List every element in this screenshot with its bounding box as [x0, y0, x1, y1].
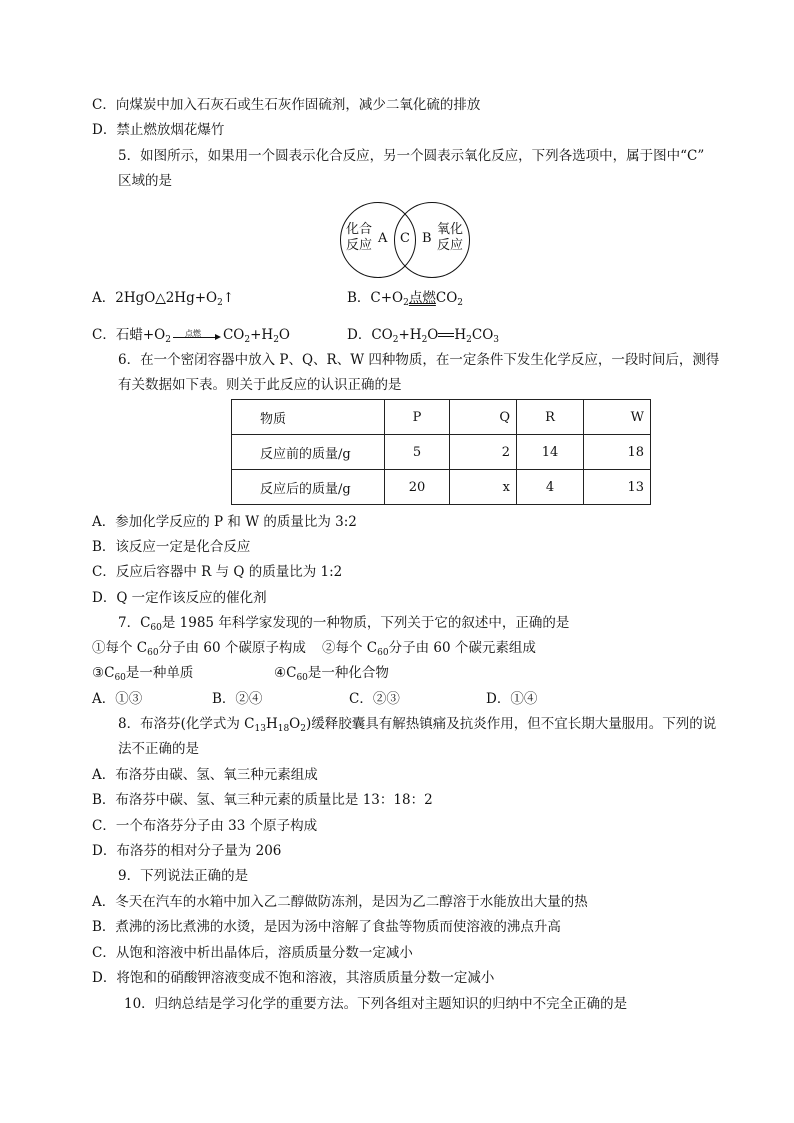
table-cell: 2	[450, 435, 517, 470]
q5-c-product-2: +H	[250, 327, 274, 343]
q9-option-d: D．将饱和的硝酸钾溶液变成不饱和溶液，其溶质质量分数一定减小	[92, 970, 495, 986]
q5-option-b	[347, 289, 463, 307]
q9-stem: 9．下列说法正确的是	[118, 868, 249, 884]
subscript: 3	[493, 335, 500, 345]
subscript: 18	[277, 724, 290, 734]
q6-stem: 6．在一个密闭容器中放入 P、Q、R、W 四种物质，在一定条件下发生化学反应，一段时间后，测得	[118, 352, 720, 368]
equals-sign-icon	[438, 331, 454, 339]
q7-s4-pre: ④C	[274, 665, 297, 681]
table-cell: 13	[584, 470, 651, 505]
q7-s2-post: 分子由 60 个碳元素组成	[388, 640, 536, 656]
q5-d-reactant-2: +H	[398, 327, 422, 343]
q5-option-c	[92, 326, 290, 344]
table-cell: 14	[517, 435, 584, 470]
gas-arrow-icon: ↑	[222, 290, 235, 306]
q7-option-d: D．①④	[486, 691, 538, 707]
table-header-cell: W	[584, 400, 651, 435]
q5-d-product-2: CO	[471, 327, 494, 343]
q7-statement-3	[92, 664, 193, 682]
subscript: 2	[217, 298, 223, 308]
q5-b-reactant: B．C+O	[347, 290, 404, 306]
venn-left-label-2: 反应	[346, 238, 373, 253]
q4-option-d: D．禁止燃放烟花爆竹	[92, 122, 225, 138]
table-row	[232, 435, 651, 470]
subscript: 2	[421, 335, 428, 345]
q7-s4-post: 是一种化合物	[307, 665, 389, 681]
q6-stem-cont: 有关数据如下表。则关于此反应的认识正确的是	[118, 377, 402, 393]
q6-option-c: C．反应后容器中 R 与 Q 的质量比为 1:2	[92, 564, 343, 580]
q7-s3-pre: ③C	[92, 665, 115, 681]
q8-option-b: B．布洛芬中碳、氢、氧三种元素的质量比是 13：18：2	[92, 792, 433, 808]
q8-option-a: A．布洛芬由碳、氢、氧三种元素组成	[92, 767, 318, 783]
subscript: 60	[147, 648, 159, 658]
q7-statement-4	[274, 664, 389, 682]
venn-region-c: C	[400, 231, 410, 246]
table-cell: 5	[385, 435, 450, 470]
q5-d-reactant: D．CO	[347, 327, 393, 343]
q5-d-reactant-2-end: O	[427, 327, 439, 343]
q5-a-reactant: A．2HgO	[92, 290, 156, 306]
q8-stem-post: )缓释胶囊具有解热镇痛及抗炎作用，但不宜长期大量服用。下列的说	[305, 716, 717, 732]
subscript: 2	[392, 335, 399, 345]
table-header-cell: 物质	[232, 400, 385, 435]
q7-statement-1	[92, 639, 306, 657]
venn-region-a: A	[378, 231, 388, 246]
table-cell: 4	[517, 470, 584, 505]
table-header-cell: R	[517, 400, 584, 435]
subscript: 2	[165, 335, 171, 345]
subscript: 60	[114, 673, 126, 683]
subscript: 60	[377, 648, 389, 658]
table-header-cell: Q	[450, 400, 517, 435]
table-cell: 18	[584, 435, 651, 470]
subscript: 2	[466, 335, 472, 345]
q5-d-product: H	[454, 327, 467, 343]
q8-formula-o: O	[289, 716, 301, 732]
q7-stem-post: 是 1985 年科学家发现的一种物质，下列关于它的叙述中，正确的是	[161, 615, 570, 631]
ignite-condition: 点燃	[408, 290, 436, 306]
q5-stem: 5．如图所示，如果用一个圆表示化合反应，另一个圆表示氧化反应，下列各选项中，属于图中“C”	[118, 148, 705, 164]
q5-c-product-2-end: O	[278, 327, 290, 343]
venn-right-label-1: 氧化	[437, 222, 464, 237]
venn-left-label-1: 化合	[346, 222, 373, 237]
q5-option-a	[92, 289, 234, 307]
q7-option-a: A．①③	[92, 691, 143, 707]
subscript: 2	[457, 298, 464, 308]
subscript: 2	[244, 335, 251, 345]
table-row	[232, 470, 651, 505]
q6-option-d: D．Q 一定作该反应的催化剂	[92, 590, 267, 606]
q7-s1-pre: ①每个 C	[92, 640, 148, 656]
q9-option-c: C．从饱和溶液中析出晶体后，溶质质量分数一定减小	[92, 945, 413, 961]
q5-b-product: CO	[435, 290, 458, 306]
q8-stem-cont: 法不正确的是	[118, 741, 199, 757]
table-cell: 20	[385, 470, 450, 505]
q6-option-a: A．参加化学反应的 P 和 W 的质量比为 3:2	[92, 514, 357, 530]
q6-option-b: B．该反应一定是化合反应	[92, 539, 251, 555]
q5-a-product: 2Hg+O	[165, 290, 218, 306]
q7-option-b: B．②④	[212, 691, 263, 707]
q9-option-b: B．煮沸的汤比煮沸的水烫，是因为汤中溶解了食盐等物质而使溶液的沸点升高	[92, 919, 561, 935]
q5-c-product-1: CO	[222, 327, 245, 343]
q9-option-a: A．冬天在汽车的水箱中加入乙二醇做防冻剂，是因为乙二醇溶于水能放出大量的热	[92, 894, 588, 910]
q8-formula-h: H	[265, 716, 278, 732]
q7-stem-pre: 7．C	[118, 615, 151, 631]
q7-s1-post: 分子由 60 个碳原子构成	[158, 640, 306, 656]
arrow-condition: 点燃	[184, 328, 201, 338]
q10-stem: 10．归纳总结是学习化学的重要方法。下列各组对主题知识的归纳中不完全正确的是	[124, 996, 628, 1012]
table-cell: x	[450, 470, 517, 505]
venn-diagram	[338, 200, 474, 280]
table-cell: 反应前的质量/g	[232, 435, 385, 470]
table-header-row	[232, 400, 651, 435]
venn-right-label-2: 反应	[437, 238, 464, 253]
reaction-arrow-icon	[173, 329, 221, 343]
q8-stem	[118, 715, 716, 733]
subscript: 2	[403, 298, 409, 308]
subscript: 2	[300, 724, 306, 734]
q7-option-c: C．②③	[349, 691, 400, 707]
subscript: 13	[254, 724, 266, 734]
subscript: 2	[273, 335, 279, 345]
mass-table	[231, 399, 651, 505]
heat-symbol: △	[155, 290, 166, 306]
q5-stem-cont: 区域的是	[118, 173, 172, 189]
q8-stem-pre: 8．布洛芬(化学式为 C	[118, 716, 255, 732]
q4-option-c: C．向煤炭中加入石灰石或生石灰作固硫剂，减少二氧化硫的排放	[92, 97, 481, 113]
q5-option-d	[347, 326, 499, 344]
q7-statement-2	[322, 639, 536, 657]
subscript: 60	[296, 673, 308, 683]
q8-option-d: D．布洛芬的相对分子量为 206	[92, 843, 282, 859]
subscript: 60	[150, 623, 162, 633]
q5-c-reactant: C．石蜡+O	[92, 327, 166, 343]
q7-s2-pre: ②每个 C	[322, 640, 378, 656]
venn-region-b: B	[422, 231, 432, 246]
table-header-cell: P	[385, 400, 450, 435]
q7-s3-post: 是一种单质	[125, 665, 194, 681]
q8-option-c: C．一个布洛芬分子由 33 个原子构成	[92, 818, 318, 834]
q7-stem	[118, 614, 569, 632]
table-cell: 反应后的质量/g	[232, 470, 385, 505]
